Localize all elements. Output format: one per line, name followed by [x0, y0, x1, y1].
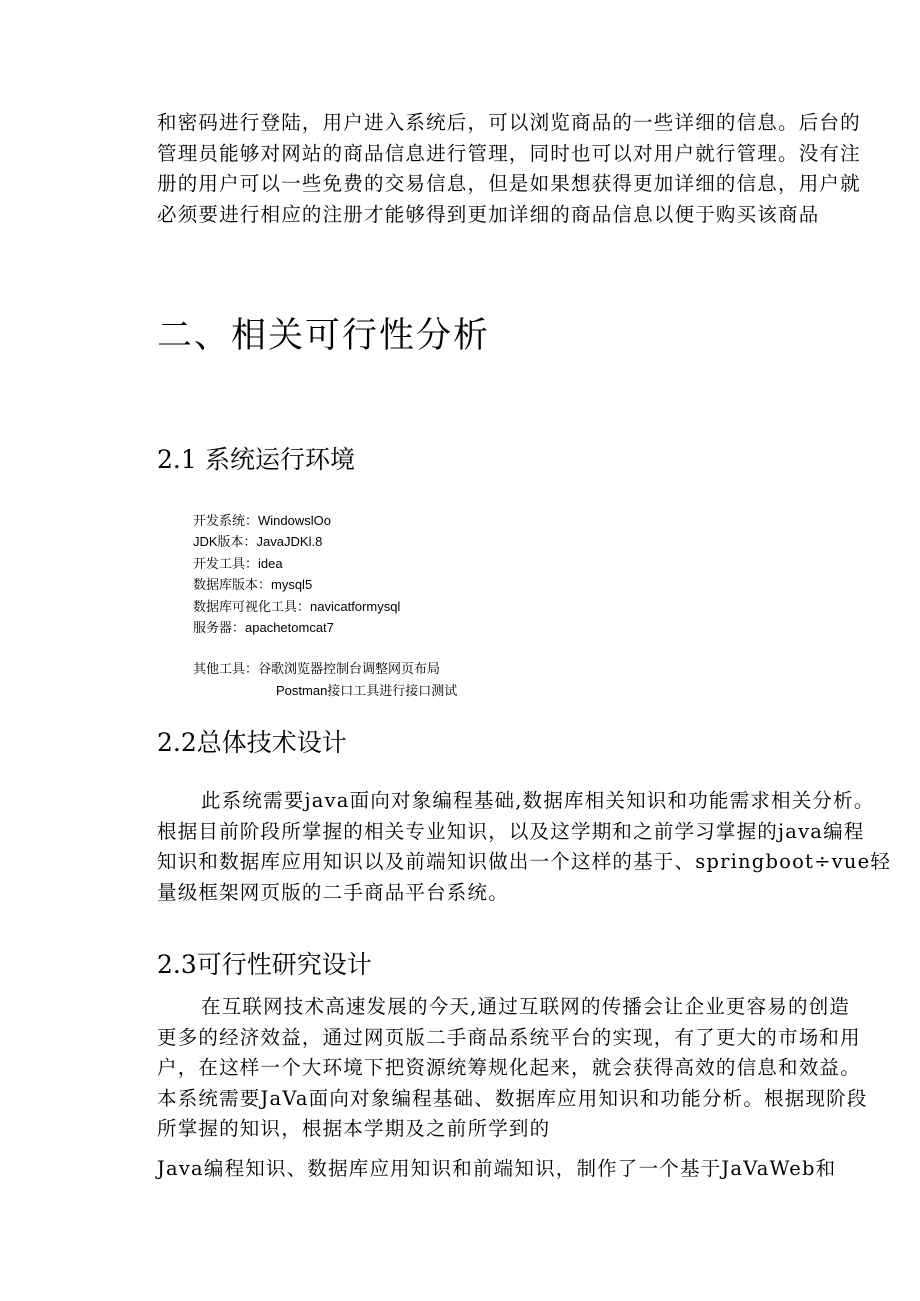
- section-2-3-paragraph: [157, 992, 868, 1145]
- section-2-3-line-2: 更多的经济效益，通过网页版二手商品系统平台的实现，有了更大的市场和用: [157, 1025, 861, 1049]
- section-2-2-heading: 2.2总体技术设计: [157, 728, 347, 757]
- intro-line-3: 册的用户可以一些免费的交易信息，但是如果想获得更加详细的信息，用户就: [157, 172, 861, 195]
- section-2-3-line-5: 所掌握的知识，根据本学期及之前所学到的: [157, 1117, 551, 1140]
- section-2-3-line-1: 在互联网技术高速发展的今天,通过互联网的传播会让企业更容易的创造: [201, 995, 851, 1018]
- section-2-3-line-3: 户，在这样一个大环境下把资源统筹规化起来，就会获得高效的信息和效益。: [157, 1056, 861, 1079]
- section-2-3-line-4: 本系统需要JaVa面向对象编程基础、数据库应用知识和功能分析。根据现阶段: [157, 1086, 868, 1110]
- intro-paragraph: [157, 108, 861, 230]
- other-tools-line-2: Postman接口工具进行接口测试: [276, 682, 458, 698]
- env-item-os: 开发系统：WindowslOo: [193, 513, 331, 528]
- env-item-server: 服务器：apachetomcat7: [193, 620, 334, 636]
- env-item-db: 数据库版本：mysql5: [193, 577, 313, 593]
- intro-line-2: 管理员能够对网站的商品信息进行管理，同时也可以对用户就行管理。没有注: [157, 141, 861, 165]
- intro-line-1: 和密码进行登陆，用户进入系统后，可以浏览商品的一些详细的信息。后台的: [157, 111, 861, 134]
- section-2-2-line-1: 此系统需要java面向对象编程基础,数据库相关知识和功能需求相关分析。: [201, 789, 875, 812]
- intro-line-4: 必须要进行相应的注册才能够得到更加详细的商品信息以便于购买该商品: [157, 202, 820, 226]
- section-2-2-line-2: 根据目前阶段所掌握的相关专业知识，以及这学期和之前学习掌握的java编程: [157, 819, 865, 843]
- section-2-2-paragraph: [157, 786, 892, 908]
- environment-list: [193, 510, 400, 638]
- chapter-title: 二、相关可行性分析: [157, 316, 491, 356]
- section-2-2-line-4: 量级框架网页版的二手商品平台系统。: [157, 880, 509, 904]
- section-2-3-last-line: Java编程知识、数据库应用知识和前端知识，制作了一个基于JaVaWeb和: [157, 1157, 837, 1180]
- section-2-1-heading: [157, 440, 355, 476]
- env-item-db-gui: 数据库可视化工具：navicatformysql: [193, 598, 401, 614]
- section-2-2-line-3: 知识和数据库应用知识以及前端知识做出一个这样的基于、springboot÷vue轻: [157, 850, 892, 873]
- section-2-1-title: 系统运行环境: [205, 445, 356, 474]
- env-item-jdk: JDK版本：JavaJDKl.8: [193, 534, 323, 550]
- section-2-3-heading: 2.3可行性研究设计: [157, 950, 372, 979]
- section-2-1-number: 2.1: [157, 445, 197, 474]
- env-item-ide: 开发工具：idea: [193, 555, 283, 571]
- section-2-3-continuation: [157, 1154, 847, 1185]
- other-tools: [193, 658, 457, 701]
- other-tools-line-1: 其他工具：谷歌浏览器控制台调整网页布局: [193, 661, 441, 676]
